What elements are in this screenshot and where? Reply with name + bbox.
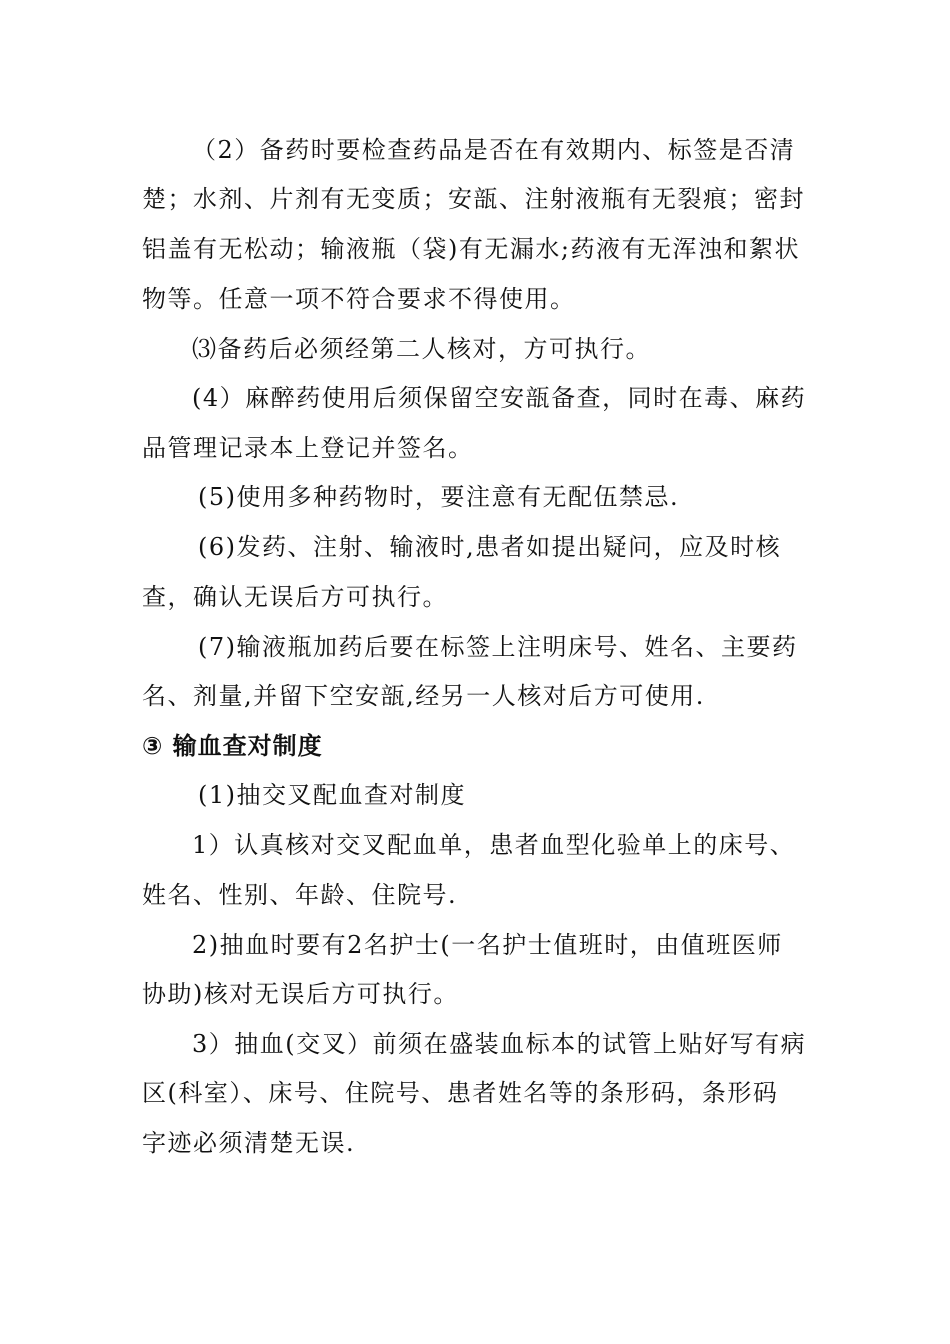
paragraph-line: 名、剂量,并留下空安瓿,经另一人核对后方可使用.: [142, 682, 705, 710]
paragraph-line: 协助)核对无误后方可执行。: [142, 980, 459, 1008]
paragraph-line: ⑶备药后必须经第二人核对，方可执行。: [192, 335, 651, 363]
paragraph-line: (6)发药、注射、输液时,患者如提出疑问，应及时核: [198, 533, 782, 561]
paragraph-line: 查，确认无误后方可执行。: [142, 583, 448, 611]
paragraph-line: 楚；水剂、片剂有无变质；安瓿、注射液瓶有无裂痕；密封: [142, 185, 805, 213]
section-heading: ③ 输血查对制度: [142, 732, 323, 760]
paragraph-line: 区(科室）、床号、住院号、患者姓名等的条形码，条形码: [142, 1079, 779, 1107]
paragraph-line: 品管理记录本上登记并签名。: [142, 434, 474, 462]
paragraph-line: 姓名、性别、年龄、住院号.: [142, 881, 458, 909]
paragraph-line: (5)使用多种药物时，要注意有无配伍禁忌.: [198, 483, 680, 511]
paragraph-line: 铝盖有无松动；输液瓶（袋)有无漏水;药液有无浑浊和絮状: [142, 235, 800, 263]
paragraph-line: 3）抽血(交叉）前须在盛装血标本的试管上贴好写有病: [192, 1030, 807, 1058]
paragraph-line: 2)抽血时要有2名护士(一名护士值班时，由值班医师: [192, 931, 783, 959]
paragraph-line: 1）认真核对交叉配血单，患者血型化验单上的床号、: [192, 831, 796, 859]
paragraph-line: （2）备药时要检查药品是否在有效期内、标签是否清: [192, 136, 796, 164]
paragraph-line: 字迹必须清楚无误.: [142, 1129, 356, 1157]
subsection-heading: (1)抽交叉配血查对制度: [198, 781, 466, 809]
paragraph-line: (4）麻醉药使用后须保留空安瓿备查，同时在毒、麻药: [192, 384, 807, 412]
paragraph-line: 物等。任意一项不符合要求不得使用。: [142, 285, 576, 313]
paragraph-line: (7)输液瓶加药后要在标签上注明床号、姓名、主要药: [198, 633, 798, 661]
